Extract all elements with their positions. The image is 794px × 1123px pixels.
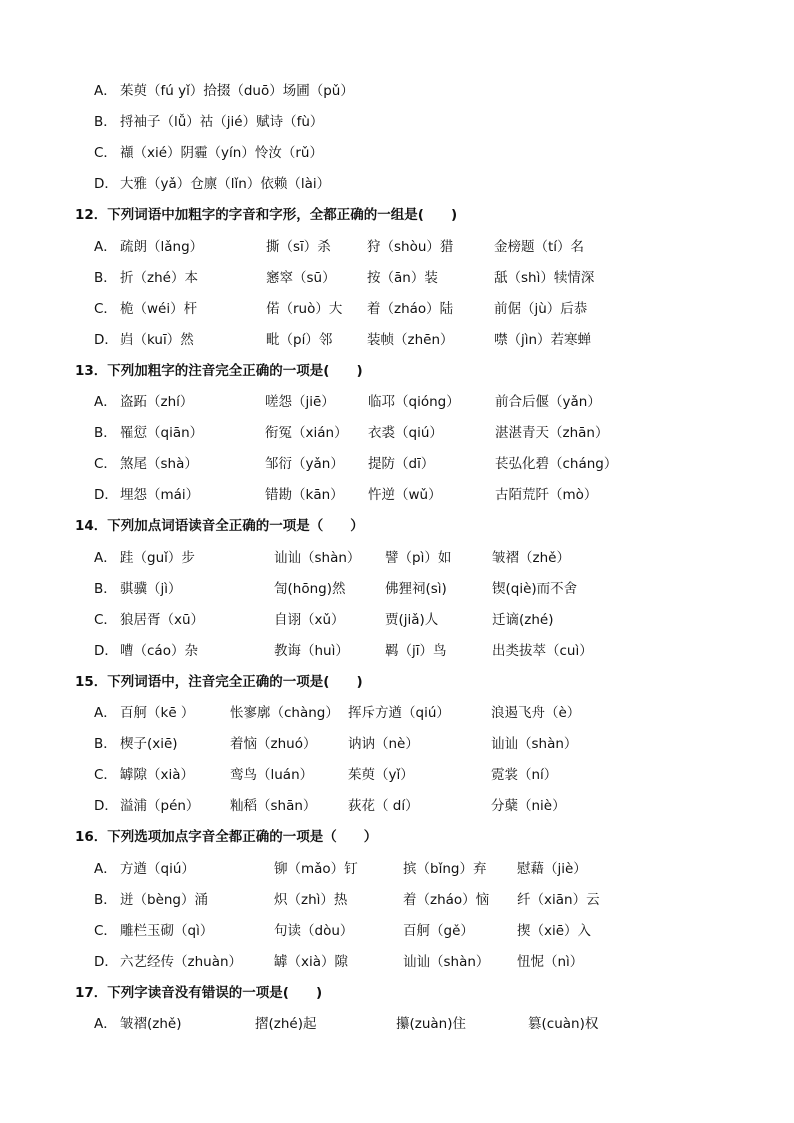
option-item: 茱萸（fú yǐ）拾掇（duō）场圃（pǔ） [120,83,354,99]
question-stem: 下列词语中加粗字的字音和字形，全都正确的一组是( ) [107,207,458,224]
option-item: 捋袖子（lǚ）祜（jié）赋诗（fù） [120,114,324,131]
option-item: 衔冤（xián） [265,425,348,442]
option-item: 大雅（yǎ）仓廪（lǐn）依赖（lài） [120,176,331,193]
option-item: 讪讪（shàn） [491,736,578,753]
option-item: 溢浦（pén） [120,798,200,815]
question-stem: 下列字读音没有错误的一项是( ) [107,984,323,1001]
option-item: 揳（xiē）入 [517,922,592,939]
option-item: 茱萸（yǐ） [348,767,414,784]
option-label: C． [94,767,117,784]
question-stem: 下列加粗字的注音完全正确的一项是( ) [107,362,363,379]
option-item: 错勘（kān） [265,487,344,504]
option-item: 装帧（zhēn） [367,331,454,348]
option-label: A． [94,1016,117,1032]
question-stem: 下列选项加点字音全都正确的一项是（ ） [107,829,378,846]
option-item: 罅隙（xià） [120,767,195,784]
option-item: 前合后偃（yǎn） [495,394,601,410]
option-item: 锲(qiè)而不舍 [492,580,578,597]
option-item: 着恼（zhuó） [230,736,317,753]
option-item: 皱褶（zhě） [492,549,570,566]
option-item: 皱褶(zhě) [120,1016,182,1032]
option-label: A． [94,860,117,877]
option-label: B． [94,425,117,442]
option-item: 羁（jī）鸟 [385,642,447,659]
question-number: 13． [75,362,108,379]
option-item: 百舸（gě） [403,922,474,939]
question-number: 17． [75,984,108,1001]
option-item: 噤（jìn）若寒蝉 [494,331,592,348]
option-label: C． [94,922,117,939]
option-item: 篡(cuàn)权 [528,1016,599,1032]
option-label: C． [94,611,117,628]
option-item: 讪讪（shàn） [403,953,490,970]
option-item: 炽（zhì）热 [274,891,348,908]
option-item: 讪讪（shàn） [274,549,361,566]
option-item: 提防（dī） [368,456,435,473]
question-14 [75,514,364,538]
option-item: 譬（pì）如 [385,549,452,566]
option-item: 佛狸祠(sì) [385,580,447,597]
option-item: 骐骥（jì） [120,580,182,597]
option-item: 岿（kuī）然 [120,331,194,348]
option-item: 埋怨（mái） [120,487,200,504]
option-item: 荻花（ dí） [348,798,419,815]
option-item: 苌弘化碧（cháng） [495,456,618,473]
option-label: B． [94,114,117,131]
option-label: D． [94,798,118,815]
option-label: C． [94,145,117,162]
question-15 [75,670,363,694]
question-17 [75,981,322,1005]
option-item: 雕栏玉砌（qì） [120,922,214,939]
option-item: 铆（mǎo）钉 [274,860,358,877]
option-item: 攥(zuàn)住 [396,1016,467,1032]
option-item: 出类拔萃（cuì） [492,642,593,659]
option-item: 忸怩（nì） [517,953,584,970]
option-item: 慰藉（jiè） [517,860,587,877]
question-13 [75,359,363,383]
option-label: C． [94,300,117,317]
option-item: 襭（xié）阴霾（yín）怜汝（rǔ） [120,145,323,162]
option-item: 六艺经传（zhuàn） [120,953,243,970]
question-stem: 下列词语中，注音完全正确的一项是( ) [107,673,363,690]
option-item: 摈（bǐng）弃 [403,860,487,877]
option-label: D． [94,176,118,193]
option-item: 訇(hōng)然 [274,580,346,597]
option-item: 怅寥廓（chàng） [230,705,339,721]
option-item: 衣裘（qiú） [368,425,443,442]
option-item: 邹衍（yǎn） [265,456,344,473]
option-item: 金榜题（tí）名 [494,238,585,255]
question-number: 14． [75,518,108,535]
option-item: 自诩（xǔ） [274,611,345,628]
option-label: A． [94,394,117,410]
option-item: 盗跖（zhí） [120,394,194,410]
option-item: 跬（guǐ）步 [120,549,195,566]
option-item: 讷讷（nè） [348,736,419,753]
option-item: 按（ān）装 [367,269,438,286]
option-item: 着（zháo）恼 [403,891,490,908]
option-label: B． [94,891,117,908]
option-item: 着（zháo）陆 [367,300,454,317]
option-item: 狩（shòu）猎 [367,238,454,255]
option-item: 句读（dòu） [274,922,354,939]
option-label: B． [94,736,117,753]
option-label: B． [94,269,117,286]
option-item: 毗（pí）邻 [266,331,333,348]
option-label: A． [94,705,117,721]
option-label: B． [94,580,117,597]
option-item: 分蘖（niè） [491,798,566,815]
option-item: 罹愆（qiān） [120,425,204,442]
option-item: 浪遏飞舟（è） [491,705,581,721]
option-item: 舐（shì）犊情深 [494,269,595,286]
option-item: 鸾鸟（luán） [230,767,314,784]
option-label: A． [94,83,117,99]
question-stem: 下列加点词语读音全正确的一项是（ ） [107,518,364,535]
option-item: 煞尾（shà） [120,456,198,473]
question-number: 12． [75,207,108,224]
option-item: 迁谪(zhé) [492,611,554,628]
option-label: D． [94,953,118,970]
option-item: 嗟怨（jiē） [265,394,335,410]
option-item: 撕（sī）杀 [266,238,331,255]
option-item: 折（zhé）本 [120,269,198,286]
option-item: 偌（ruò）大 [266,300,343,317]
option-item: 忤逆（wǔ） [368,487,442,504]
option-item: 嘈（cáo）杂 [120,642,198,659]
option-item: 狼居胥（xū） [120,611,205,628]
option-item: 罅（xià）隙 [274,953,349,970]
option-item: 桅（wéi）杆 [120,300,198,317]
option-item: 方遒（qiú） [120,860,195,877]
option-item: 摺(zhé)起 [255,1016,317,1032]
option-item: 古陌荒阡（mò） [495,487,598,504]
option-item: 贾(jiǎ)人 [385,611,439,628]
option-label: A． [94,549,117,566]
option-item: 楔子(xiē) [120,736,178,753]
option-item: 籼稻（shān） [230,798,317,815]
option-label: C． [94,456,117,473]
option-item: 纤（xiān）云 [517,891,600,908]
option-item: 迸（bèng）涌 [120,891,209,908]
option-item: 教诲（huì） [274,642,349,659]
option-item: 前倨（jù）后恭 [494,300,588,317]
option-item: 挥斥方遒（qiú） [348,705,450,721]
question-16 [75,825,377,849]
option-item: 窸窣（sū） [266,269,336,286]
option-label: A． [94,238,117,255]
option-item: 湛湛青天（zhān） [495,425,609,442]
option-item: 霓裳（ní） [491,767,558,784]
option-item: 临邛（qióng） [368,394,460,410]
option-label: D． [94,331,118,348]
question-12 [75,203,457,227]
option-label: D． [94,487,118,504]
question-number: 15． [75,673,108,690]
option-label: D． [94,642,118,659]
option-item: 疏朗（lǎng） [120,238,204,255]
question-number: 16． [75,829,108,846]
option-item: 百舸（kē ） [120,705,195,721]
